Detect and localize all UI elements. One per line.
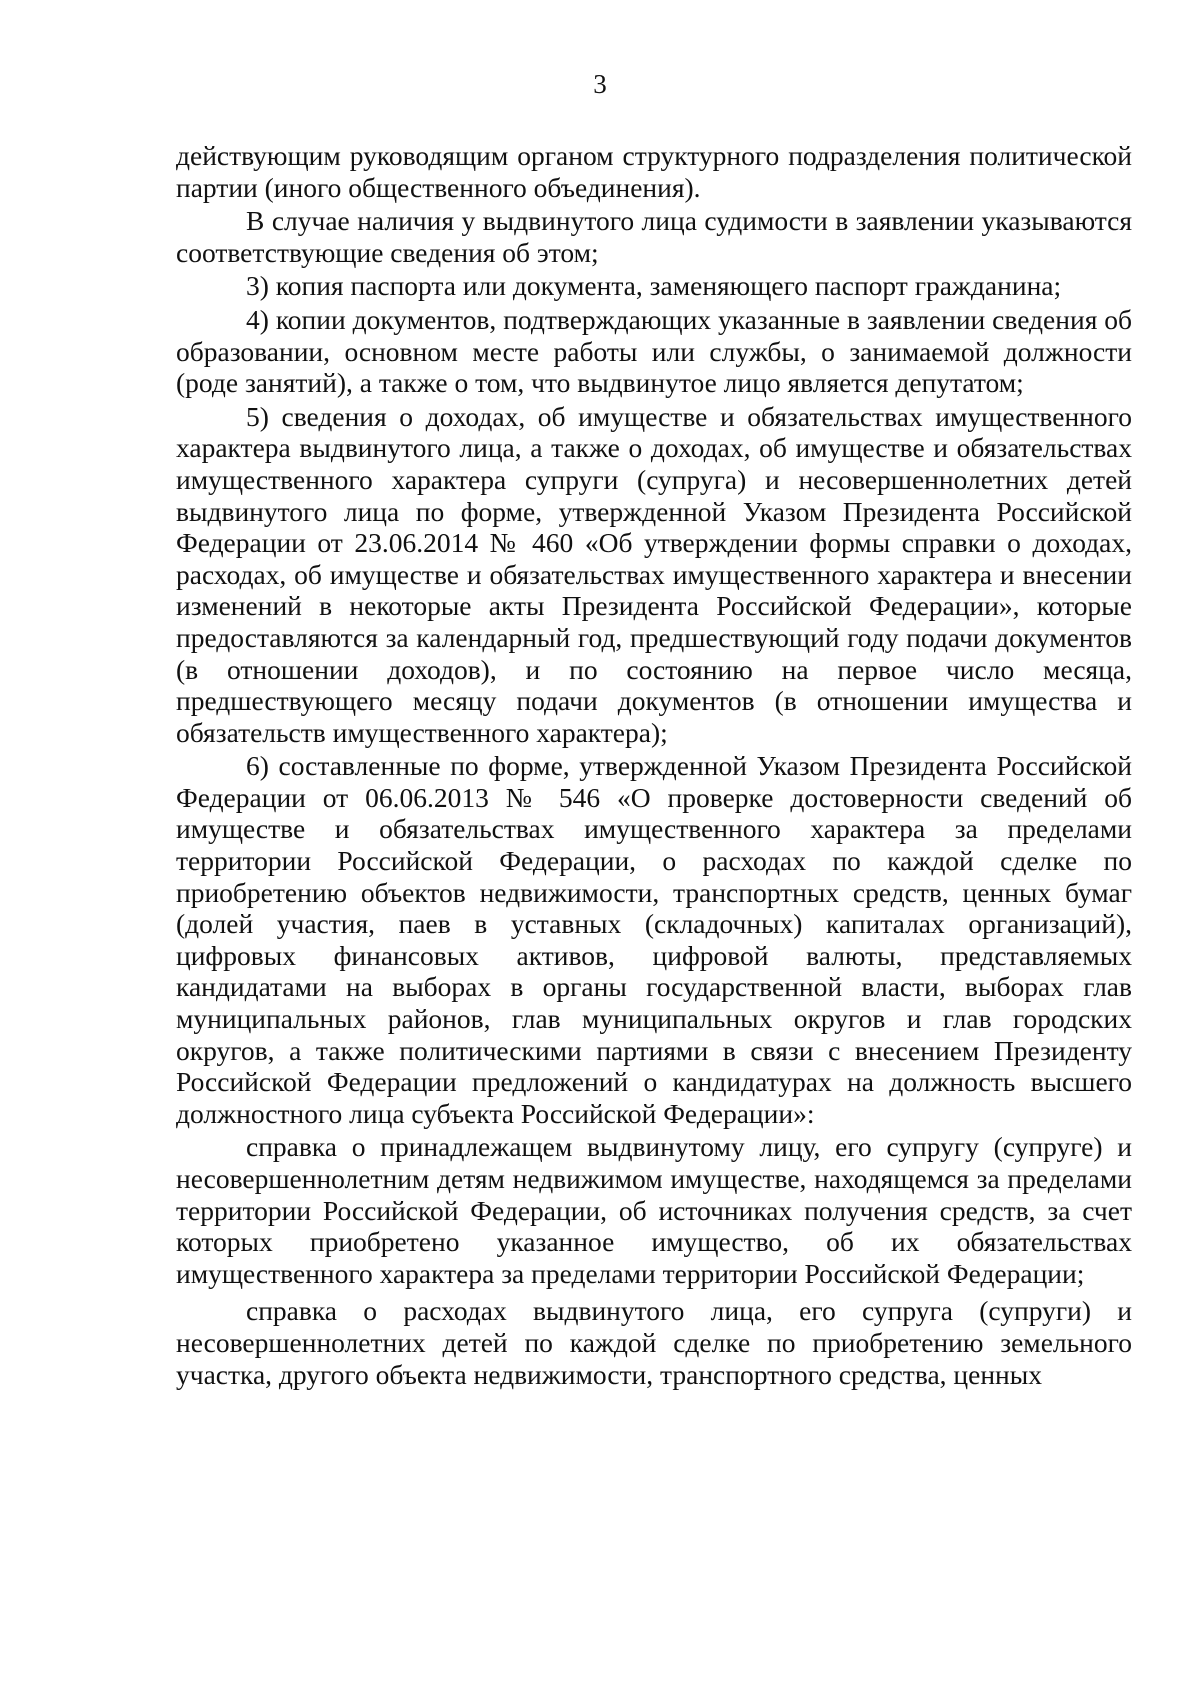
paragraph-continuation: действующим руководящим органом структурного подразделения политической партии (иного общественного объединения). [176,140,1132,203]
page-number: 3 [593,69,607,99]
paragraph-criminal-record: В случае наличия у выдвинутого лица судимости в заявлении указываются соответствующие сведения об этом; [176,205,1132,268]
paragraph-expenses: справка о расходах выдвинутого лица, его супруга (супруги) и несовершеннолетних детей по каждой сделке по приобретению земельного участка, другого объекта недвижимости, транспортного средства, ценных [176,1295,1132,1390]
document-body [176,140,1132,1392]
paragraph-item-5-income: 5) сведения о доходах, об имуществе и обязательствах имущественного характера выдвинутого лица, а также о доходах, об имуществе и обязательствах имущественного характера супруги (супруга) и несовершеннолетних детей выдвинутого лица по форме, утвержденной Указом Президента Российской Федерации от 23.06.2014 № 460 «Об утверждении формы справки о доходах, расходах, об имуществе и обязательствах имущественного характера и внесении изменений в некоторые акты Президента Российской Федерации», которые предоставляются за календарный год, предшествующий году подачи документов (в отношении доходов), и по состоянию на первое число месяца, предшествующего месяцу подачи документов (в отношении имущества и обязательств имущественного характера); [176,400,1132,748]
paragraph-item-3-passport: 3) копия паспорта или документа, заменяющего паспорт гражданина; [246,270,1062,302]
paragraph-item-6-forms: 6) составленные по форме, утвержденной Указом Президента Российской Федерации от 06.06.2013 № 546 «О проверке достоверности сведений об имуществе и обязательствах имущественного характера за пределами территории Российской Федерации, о расходах по каждой сделке по приобретению объектов недвижимости, транспортных средств, ценных бумаг (долей участия, паев в уставных (складочных) капиталах организаций), цифровых финансовых активов, цифровой валюты, представляемых кандидатами на выборах в органы государственной власти, выборах глав муниципальных районов, глав муниципальных округов и глав городских округов, а также политическими партиями в связи с внесением Президенту Российской Федерации предложений о кандидатурах на должность высшего должностного лица субъекта Российской Федерации»: [176,750,1132,1129]
paragraph-item-4-documents: 4) копии документов, подтверждающих указанные в заявлении сведения об образовании, основном месте работы или службы, о занимаемой должности (роде занятий), а также о том, что выдвинутое лицо является депутатом; [176,303,1132,399]
paragraph-property-abroad: справка о принадлежащем выдвинутому лицу, его супругу (супруге) и несовершеннолетним детям недвижимом имуществе, находящемся за пределами территории Российской Федерации, об источниках получения средств, за счет которых приобретено указанное имущество, об их обязательствах имущественного характера за пределами территории Российской Федерации; [176,1131,1132,1289]
